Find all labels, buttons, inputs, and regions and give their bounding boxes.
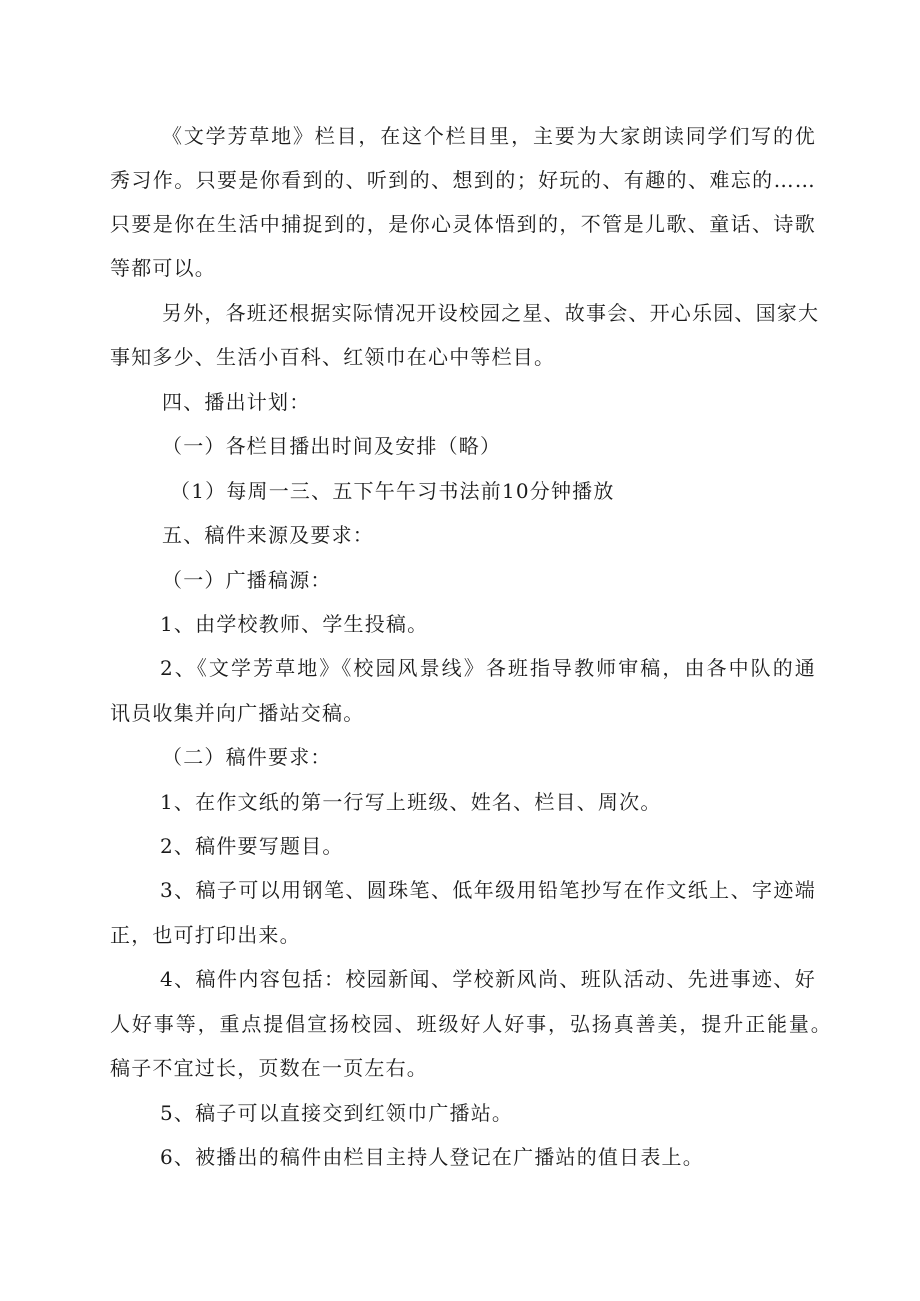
paragraph-line: 正，也可打印出来。 [110, 923, 301, 947]
subsection-heading: （一）广播稿源： [162, 568, 332, 592]
list-item: 1、由学校教师、学生投稿。 [160, 612, 429, 636]
list-item: 1、在作文纸的第一行写上班级、姓名、栏目、周次。 [160, 790, 662, 814]
paragraph-line: 2、《文学芳草地》《校园风景线》各班指导教师审稿，由各中队的通 [160, 656, 816, 680]
paragraph-line: 秀习作。只要是你看到的、听到的、想到的；好玩的、有趣的、难忘的…… [110, 168, 816, 192]
paragraph-line: 讯员收集并向广播站交稿。 [110, 701, 365, 725]
subsection-heading: （二）稿件要求： [162, 745, 332, 769]
list-item: 2、稿件要写题目。 [160, 834, 344, 858]
paragraph-line: 只要是你在生活中捕捉到的，是你心灵体悟到的，不管是儿歌、童话、诗歌 [110, 212, 816, 236]
section-heading: 四、播出计划： [162, 390, 311, 414]
paragraph-line: 3、稿子可以用钢笔、圆珠笔、低年级用铅笔抄写在作文纸上、字迹端 [160, 878, 816, 902]
section-heading: 五、稿件来源及要求： [162, 523, 374, 547]
paragraph-line: 人好事等，重点提倡宣扬校园、班级好人好事，弘扬真善美，提升正能量。 [110, 1012, 832, 1036]
paragraph-line: 事知多少、生活小百科、红领巾在心中等栏目。 [110, 345, 556, 369]
paragraph-line: 《文学芳草地》栏目，在这个栏目里，主要为大家朗读同学们写的优 [162, 124, 816, 148]
paragraph-line: 4、稿件内容包括：校园新闻、学校新风尚、班队活动、先进事迹、好 [160, 967, 816, 991]
list-item: 5、稿子可以直接交到红领巾广播站。 [160, 1101, 514, 1125]
paragraph-line: 稿子不宜过长，页数在一页左右。 [110, 1056, 428, 1080]
list-item: （1）每周一三、五下午午习书法前10分钟播放 [170, 479, 615, 503]
paragraph-line: 等都可以。 [110, 256, 216, 280]
paragraph-line: 另外，各班还根据实际情况开设校园之星、故事会、开心乐园、国家大 [162, 301, 820, 325]
list-item: 6、被播出的稿件由栏目主持人登记在广播站的值日表上。 [160, 1145, 704, 1169]
subsection-heading: （一）各栏目播出时间及安排（略） [162, 434, 502, 458]
